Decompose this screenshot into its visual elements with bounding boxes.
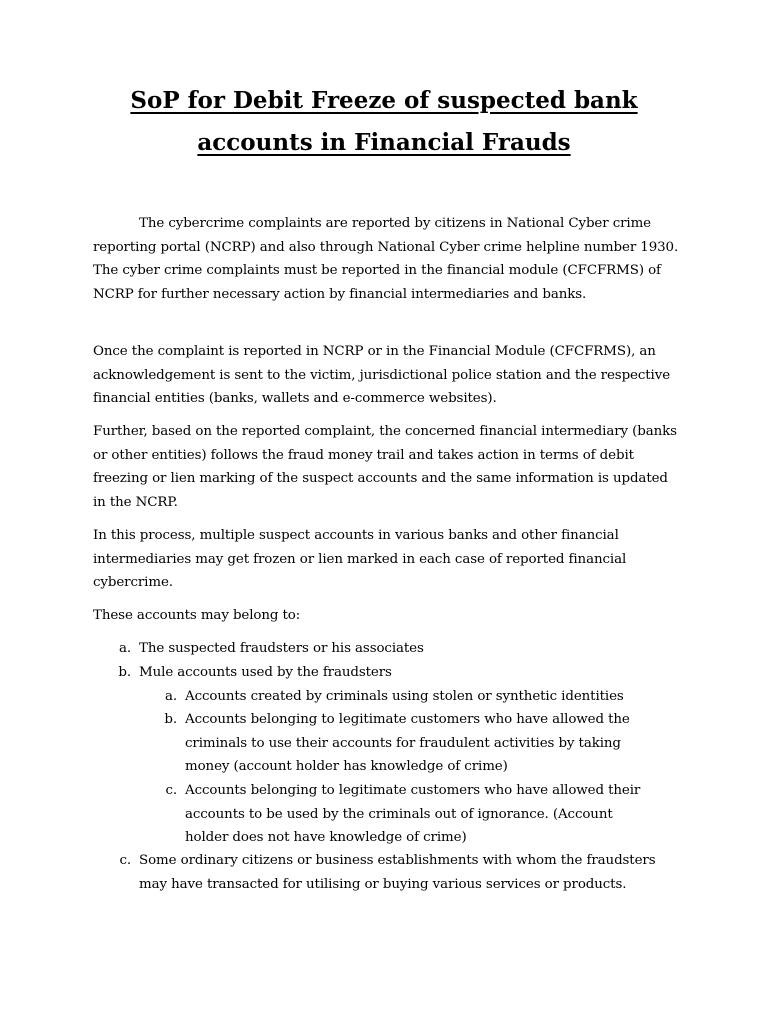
paragraph-1: The cybercrime complaints are reported by citizens in National Cyber crime reporting portal (NCRP) and also through National Cyber crime helpline number 1930. The cyber crime complaints must be reported in the financial module (CFCFRMS) of NCRP for further necessary action by financial intermediaries and banks.	[93, 216, 679, 302]
sub-list-marker: a.	[164, 689, 177, 704]
list-item-text: Mule accounts used by the fraudsters	[139, 665, 392, 680]
sub-list-marker: b.	[164, 712, 177, 727]
document-title	[0, 80, 768, 164]
sub-list-item-text: Accounts created by criminals using stolen or synthetic identities	[185, 689, 624, 704]
list-item-text: The suspected fraudsters or his associates	[139, 641, 424, 656]
sub-list-item-text: Accounts belonging to legitimate customers who have allowed their accounts to be used by the criminals out of ignorance. (Account holder does not have knowledge of crime)	[185, 783, 641, 846]
paragraph-2: Once the complaint is reported in NCRP or in the Financial Module (CFCFRMS), an acknowledgement is sent to the victim, jurisdictional police station and the respective financial entities (banks, wallets and e-commerce websites).	[93, 344, 671, 407]
title-line-2: accounts in Financial Frauds	[197, 129, 571, 156]
sub-list-marker: c.	[165, 783, 177, 798]
list-item-text: Some ordinary citizens or business establishments with whom the fraudsters may have transacted for utilising or buying various services or products.	[139, 853, 656, 892]
paragraph-5: These accounts may belong to:	[93, 608, 301, 623]
paragraph-4: In this process, multiple suspect accounts in various banks and other financial intermediaries may get frozen or lien marked in each case of reported financial cybercrime.	[93, 528, 627, 591]
sub-list-item-text: Accounts belonging to legitimate customers who have allowed the criminals to use their accounts for fraudulent activities by taking money (account holder has knowledge of crime)	[185, 712, 630, 775]
title-line-1: SoP for Debit Freeze of suspected bank	[130, 87, 638, 114]
list-marker: c.	[119, 853, 131, 868]
paragraph-3: Further, based on the reported complaint, the concerned financial intermediary (banks or other entities) follows the fraud money trail and takes action in terms of debit freezing or lien marking of the suspect accounts and the same information is updated in the NCRP.	[93, 424, 677, 510]
list-marker: b.	[118, 665, 131, 680]
list-marker: a.	[118, 641, 131, 656]
